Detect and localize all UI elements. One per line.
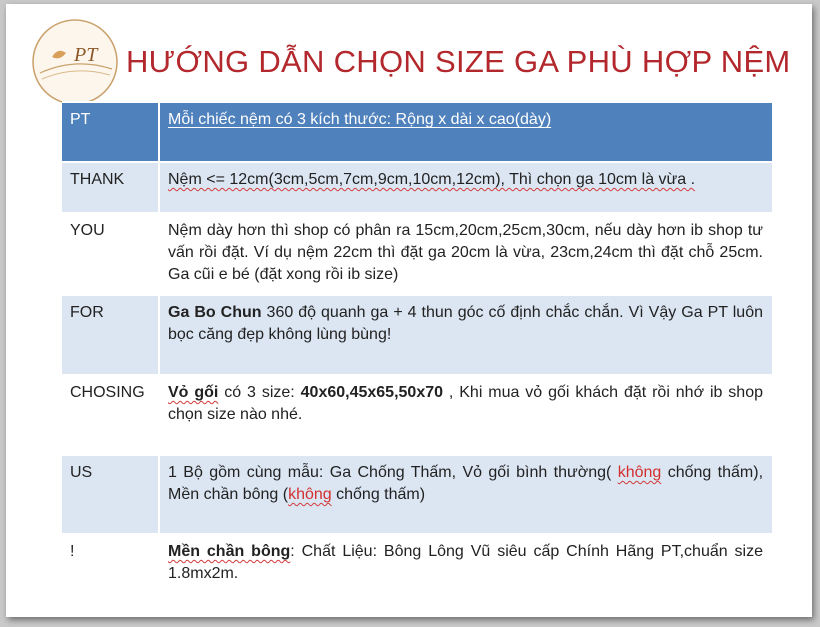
table-row xyxy=(62,213,772,295)
header-label: PT xyxy=(62,102,159,162)
row-label: US xyxy=(62,455,159,534)
row-text: : Chất Liệu: Bông Lông Vũ siêu cấp Chính Hãng PT,chuẩn size 1.8mx2m. xyxy=(168,543,764,582)
table-row xyxy=(62,455,772,534)
row-label: THANK xyxy=(62,162,159,213)
row-text: Nệm dày hơn thì shop có phân ra 15cm,20cm,25cm,30cm, nếu dày hơn ib shop tư vấn rồi đặt. Ví dụ nệm 22cm thì đặt ga 20cm là vừa, 23cm,24cm thì đặt chỗ 25cm. Ga cũi e bé (đặt xong rồi ib size) xyxy=(168,222,763,283)
header-text: Mỗi chiếc nệm có 3 kích thước: Rộng x dài x cao(dày) xyxy=(159,102,772,162)
row-text-mid: chống thấm), Mền chần bông ( xyxy=(168,464,764,503)
row-text: 1 Bộ gồm cùng mẫu: Ga Chống Thấm, Vỏ gối bình thường( xyxy=(168,464,618,481)
row-text: Nệm <= 12cm(3cm,5cm,7cm,9cm,10cm,12cm), Thì chọn ga 10cm là vừa . xyxy=(168,171,696,188)
row-label: CHOSING xyxy=(62,375,159,455)
row-text: 360 độ quanh ga + 4 thun góc cố định chắc chắn. Vì Vậy Ga PT luôn bọc căng đẹp không lùng bùng! xyxy=(168,304,763,343)
table-row xyxy=(62,375,772,455)
table-header-row xyxy=(62,102,772,162)
page-title: HƯỚNG DẪN CHỌN SIZE GA PHÙ HỢP NỆM xyxy=(126,44,791,79)
row-red-word: không xyxy=(617,464,662,481)
slide xyxy=(6,4,812,617)
brand-logo xyxy=(30,17,120,107)
row-bold: Mền chần bông xyxy=(168,543,291,560)
row-red-word: không xyxy=(288,486,332,503)
row-text-tail: chống thấm) xyxy=(331,486,426,503)
size-guide-table xyxy=(62,101,772,600)
row-label: YOU xyxy=(62,213,159,295)
row-label: ! xyxy=(62,534,159,600)
row-text: có 3 size: xyxy=(218,384,301,401)
table-row xyxy=(62,162,772,213)
row-bold: Vỏ gối xyxy=(168,384,219,401)
row-text-tail: , Khi mua vỏ gối khách đặt rồi nhớ ib shop chọn size nào nhé. xyxy=(168,384,763,423)
row-bold-sizes: 40x60,45x65,50x70 xyxy=(300,384,444,401)
row-label: FOR xyxy=(62,295,159,375)
logo-text: PT xyxy=(74,44,98,66)
table-row xyxy=(62,295,772,375)
row-bold: Ga Bo Chun xyxy=(168,304,262,321)
table-row xyxy=(62,534,772,600)
